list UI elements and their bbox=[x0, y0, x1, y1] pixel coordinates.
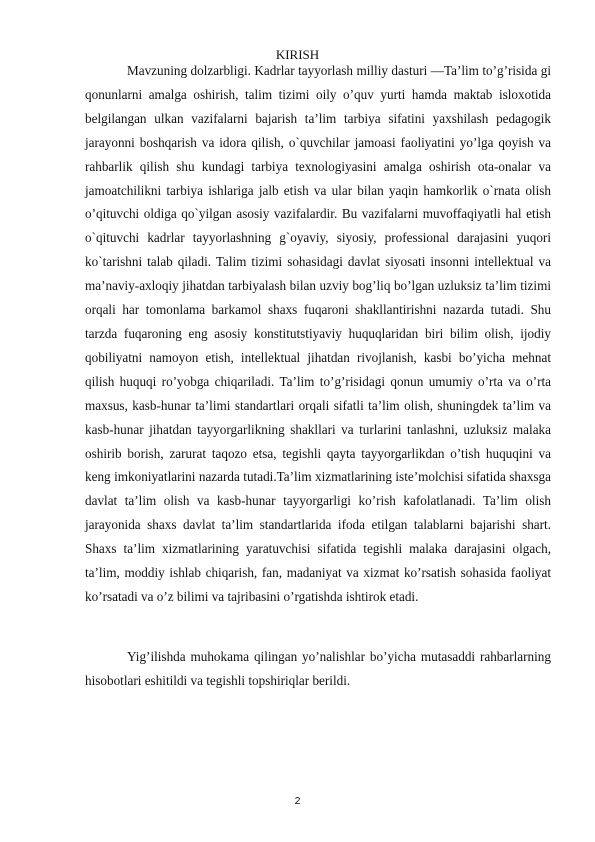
body-paragraph-1: Mavzuning dolzarbligi. Kadrlar tayyorlash milliy dasturi —Ta’lim to’g’risida gi qonunlarni amalga oshirish, talim tizimi oily o’quv yurti hamda maktab isloxotida belgilangan ulkan vazifalarni bajarish ta’lim tarbiya sifatini yaxshilash pedagogik jarayonni boshqarish va idora qilish, o`quvchilar jamoasi faoliyatini yo’lga qoyish va rahbarlik qilish shu kundagi tarbiya texnologiyasini amalga oshirish ota-onalar va jamoatchilikni tarbiya ishlariga jalb etish va ular bilan yaqin hamkorlik o`rnata olish o’qituvchi oldiga qo`yilgan asosiy vazifalardir. Bu vazifalarni muvoffaqiyatli hal etish o`qituvchi kadrlar tayyorlashning g`oyaviy, siyosiy, professional darajasini yuqori ko`tarishni talab qiladi. Talim tizimi sohasidagi davlat siyosati insonni intellektual va ma’naviy-axloqiy jihatdan tarbiyalash bilan uzviy bog’liq bo’lgan uzluksiz ta’lim tizimi orqali har tomonlama barkamol shaxs fuqaroni shakllantirishni nazarda tutadi. Shu tarzda fuqaroning eng asosiy konstitutstiyaviy huquqlaridan biri bilim olish, ijodiy qobiliyatni namoyon etish, intellektual jihatdan rivojlanish, kasbi bo’yicha mehnat qilish huquqi ro’yobga chiqariladi. Ta’lim to’g’risidagi qonun umumiy o’rta va o’rta maxsus, kasb-hunar ta’limi standartlari orqali sifatli ta’lim olish, shuningdek ta’lim va kasb-hunar jihatdan tayyorgarlikning shakllari va turlarini tanlashni, uzluksiz malaka oshirib borish, zarurat taqozo etsa, tegishli qayta tayyorgarlikdan o’tish huquqini va keng imkoniyatlarini nazarda tutadi.Ta’lim xizmatlarining iste’molchisi sifatida shaxsga davlat ta’lim olish va kasb-hunar tayyorgarligi ko’rish kafolatlanadi. Ta’lim olish jarayonida shaxs davlat ta’lim standartlarida ifoda etilgan talablarni bajarishi shart. Shaxs ta’lim xizmatlarining yaratuvchisi sifatida tegishli malaka darajasini olgach, ta’lim, moddiy ishlab chiqarish, fan, madaniyat va xizmat ko’rsatish sohasida faoliyat ko’rsatadi va o’z bilimi va tajribasini o’rgatishda ishtirok etadi. bbox=[85, 63, 551, 604]
page-number: 2 bbox=[294, 795, 301, 807]
section-heading: KIRISH bbox=[275, 47, 320, 62]
body-paragraph-2: Yig’ilishda muhokama qilingan yo’nalishlar bo’yicha mutasaddi rahbarlarning hisobotlari eshitildi va tegishli topshiriqlar berildi. bbox=[85, 649, 551, 688]
